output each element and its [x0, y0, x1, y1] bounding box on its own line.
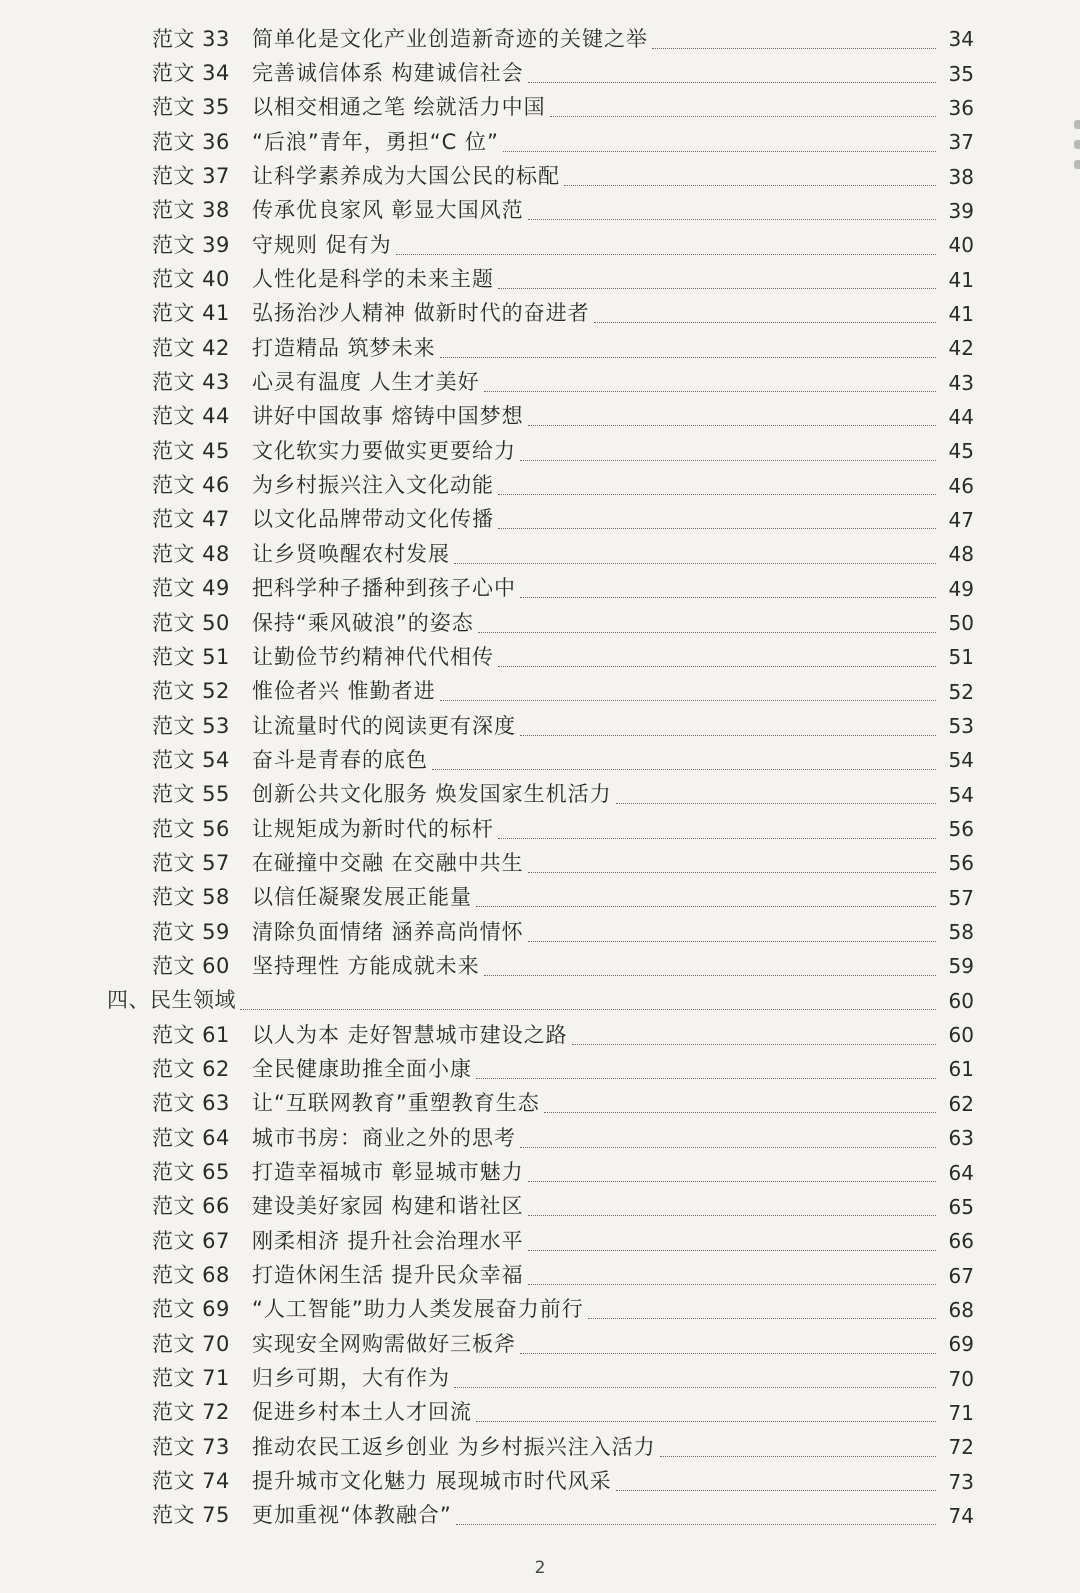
toc-entry[interactable] [0, 125, 1080, 159]
entry-title: 建设美好家园 构建和谐社区 [252, 1194, 524, 1219]
toc-entry[interactable] [0, 1430, 1080, 1464]
scroll-edge-mark [1074, 140, 1080, 149]
entry-page-number: 57 [948, 885, 974, 910]
toc-entry[interactable] [0, 1258, 1080, 1292]
table-of-contents [0, 22, 1080, 1533]
entry-page-number: 34 [948, 27, 974, 52]
entry-title: 打造休闲生活 提升民众幸福 [252, 1263, 524, 1288]
entry-title: 让勤俭节约精神代代相传 [252, 644, 494, 669]
entry-number: 范文 69 [152, 1297, 230, 1322]
entry-page-number: 64 [948, 1160, 974, 1185]
entry-title: 刚柔相济 提升社会治理水平 [252, 1228, 524, 1253]
entry-page-number: 48 [948, 542, 974, 567]
entry-page-number: 60 [948, 1023, 974, 1048]
entry-page-number: 72 [948, 1435, 974, 1460]
entry-page-number: 59 [948, 954, 974, 979]
entry-title: 让“互联网教育”重塑教育生态 [252, 1091, 540, 1116]
entry-page-number: 54 [948, 782, 974, 807]
toc-entry[interactable] [0, 1190, 1080, 1224]
dot-leader [660, 1456, 936, 1457]
toc-entry[interactable] [0, 1327, 1080, 1361]
entry-page-number: 37 [948, 130, 974, 155]
entry-title: 全民健康助推全面小康 [252, 1056, 472, 1081]
dot-leader [503, 151, 936, 152]
entry-number: 范文 38 [152, 198, 230, 223]
dot-leader [528, 872, 936, 873]
toc-entry[interactable] [0, 91, 1080, 125]
entry-number: 范文 55 [152, 782, 230, 807]
entry-page-number: 47 [948, 507, 974, 532]
entry-number: 范文 48 [152, 541, 230, 566]
entry-title: 创新公共文化服务 焕发国家生机活力 [252, 782, 612, 807]
dot-leader [432, 769, 936, 770]
toc-entry[interactable] [0, 846, 1080, 880]
dot-leader [616, 1490, 936, 1491]
entry-title: 把科学种子播种到孩子心中 [252, 576, 516, 601]
entry-number: 范文 42 [152, 335, 230, 360]
dot-leader [476, 1421, 936, 1422]
dot-leader [528, 941, 936, 942]
entry-title: 完善诚信体系 构建诚信社会 [252, 61, 524, 86]
entry-title: 简单化是文化产业创造新奇迹的关键之举 [252, 26, 648, 51]
entry-number: 范文 45 [152, 438, 230, 463]
dot-leader [572, 1044, 936, 1045]
toc-entry[interactable] [0, 468, 1080, 502]
entry-number: 范文 66 [152, 1194, 230, 1219]
toc-entry[interactable] [0, 949, 1080, 983]
entry-number: 范文 54 [152, 747, 230, 772]
entry-title: 打造幸福城市 彰显城市魅力 [252, 1160, 524, 1185]
entry-title: 推动农民工返乡创业 为乡村振兴注入活力 [252, 1434, 656, 1459]
entry-number: 范文 70 [152, 1331, 230, 1356]
dot-leader [498, 528, 936, 529]
toc-entry[interactable] [0, 640, 1080, 674]
toc-entry[interactable] [0, 675, 1080, 709]
entry-number: 范文 62 [152, 1056, 230, 1081]
entry-page-number: 56 [948, 851, 974, 876]
entry-title: 更加重视“体教融合” [252, 1503, 452, 1528]
section-title: 四、民生领域 [107, 988, 236, 1013]
entry-number: 范文 47 [152, 507, 230, 532]
entry-title: 文化软实力要做实更要给力 [252, 438, 516, 463]
toc-entry[interactable] [0, 1018, 1080, 1052]
entry-page-number: 54 [948, 748, 974, 773]
dot-leader [454, 1387, 936, 1388]
entry-number: 范文 40 [152, 267, 230, 292]
toc-entry[interactable] [0, 1052, 1080, 1086]
entry-page-number: 69 [948, 1332, 974, 1357]
entry-page-number: 56 [948, 817, 974, 842]
dot-leader [520, 1353, 936, 1354]
toc-entry[interactable] [0, 159, 1080, 193]
dot-leader [550, 116, 936, 117]
dot-leader [652, 48, 936, 49]
entry-page-number: 45 [948, 439, 974, 464]
dot-leader [616, 803, 936, 804]
entry-title: 以信任凝聚发展正能量 [252, 885, 472, 910]
entry-number: 范文 37 [152, 164, 230, 189]
dot-leader [454, 563, 936, 564]
entry-title: “人工智能”助力人类发展奋力前行 [252, 1297, 584, 1322]
dot-leader [520, 597, 936, 598]
entry-page-number: 52 [948, 679, 974, 704]
entry-page-number: 65 [948, 1194, 974, 1219]
dot-leader [484, 391, 936, 392]
entry-page-number: 60 [948, 988, 974, 1013]
dot-leader [528, 425, 936, 426]
entry-title: 传承优良家风 彰显大国风范 [252, 198, 524, 223]
entry-number: 范文 56 [152, 816, 230, 841]
entry-title: 弘扬治沙人精神 做新时代的奋进者 [252, 301, 590, 326]
entry-number: 范文 51 [152, 644, 230, 669]
toc-entry[interactable] [0, 1361, 1080, 1395]
entry-page-number: 40 [948, 233, 974, 258]
toc-entry[interactable] [0, 1293, 1080, 1327]
toc-entry[interactable] [0, 228, 1080, 262]
entry-title: 守规则 促有为 [252, 232, 392, 257]
toc-entry[interactable] [0, 606, 1080, 640]
entry-number: 范文 52 [152, 679, 230, 704]
toc-entry[interactable] [0, 1499, 1080, 1533]
entry-page-number: 50 [948, 611, 974, 636]
entry-title: 城市书房：商业之外的思考 [252, 1125, 516, 1150]
entry-title: 以相交相通之笔 绘就活力中国 [252, 95, 546, 120]
dot-leader [528, 1181, 936, 1182]
toc-entry[interactable] [0, 812, 1080, 846]
entry-page-number: 44 [948, 404, 974, 429]
entry-title: 打造精品 筑梦未来 [252, 335, 436, 360]
toc-section-heading[interactable] [0, 984, 1080, 1018]
entry-page-number: 51 [948, 645, 974, 670]
toc-entry[interactable] [0, 537, 1080, 571]
entry-page-number: 49 [948, 576, 974, 601]
entry-title: 心灵有温度 人生才美好 [252, 370, 480, 395]
entry-page-number: 67 [948, 1263, 974, 1288]
entry-page-number: 43 [948, 370, 974, 395]
entry-title: 在碰撞中交融 在交融中共生 [252, 850, 524, 875]
entry-number: 范文 43 [152, 370, 230, 395]
entry-title: 以文化品牌带动文化传播 [252, 507, 494, 532]
entry-title: 保持“乘风破浪”的姿态 [252, 610, 474, 635]
entry-page-number: 36 [948, 95, 974, 120]
dot-leader [456, 1524, 936, 1525]
toc-entry[interactable] [0, 503, 1080, 537]
entry-page-number: 46 [948, 473, 974, 498]
entry-title: 实现安全网购需做好三板斧 [252, 1331, 516, 1356]
entry-number: 范文 36 [152, 129, 230, 154]
dot-leader [476, 906, 936, 907]
dot-leader [544, 1112, 936, 1113]
toc-entry[interactable] [0, 365, 1080, 399]
entry-number: 范文 50 [152, 610, 230, 635]
entry-number: 范文 57 [152, 850, 230, 875]
entry-title: 让乡贤唤醒农村发展 [252, 541, 450, 566]
entry-number: 范文 71 [152, 1366, 230, 1391]
entry-number: 范文 58 [152, 885, 230, 910]
dot-leader [594, 322, 936, 323]
dot-leader [484, 975, 936, 976]
toc-entry[interactable] [0, 22, 1080, 56]
toc-entry[interactable] [0, 434, 1080, 468]
toc-entry[interactable] [0, 915, 1080, 949]
entry-page-number: 63 [948, 1126, 974, 1151]
dot-leader [564, 185, 936, 186]
toc-entry[interactable] [0, 297, 1080, 331]
toc-entry[interactable] [0, 743, 1080, 777]
entry-number: 范文 44 [152, 404, 230, 429]
entry-number: 范文 39 [152, 232, 230, 257]
entry-title: 归乡可期，大有作为 [252, 1366, 450, 1391]
page-number: 2 [534, 1558, 546, 1578]
entry-number: 范文 33 [152, 26, 230, 51]
dot-leader [240, 1009, 936, 1010]
toc-entry[interactable] [0, 1396, 1080, 1430]
entry-title: 让流量时代的阅读更有深度 [252, 713, 516, 738]
entry-page-number: 41 [948, 267, 974, 292]
entry-page-number: 74 [948, 1503, 974, 1528]
entry-page-number: 38 [948, 164, 974, 189]
entry-title: 讲好中国故事 熔铸中国梦想 [252, 404, 524, 429]
toc-entry[interactable] [0, 1155, 1080, 1189]
toc-entry[interactable] [0, 262, 1080, 296]
toc-entry[interactable] [0, 709, 1080, 743]
dot-leader [528, 1215, 936, 1216]
entry-page-number: 41 [948, 301, 974, 326]
entry-page-number: 62 [948, 1091, 974, 1116]
entry-title: 促进乡村本土人才回流 [252, 1400, 472, 1425]
toc-entry[interactable] [0, 881, 1080, 915]
toc-entry[interactable] [0, 400, 1080, 434]
entry-title: 提升城市文化魅力 展现城市时代风采 [252, 1469, 612, 1494]
entry-number: 范文 49 [152, 576, 230, 601]
entry-page-number: 61 [948, 1057, 974, 1082]
entry-number: 范文 73 [152, 1434, 230, 1459]
dot-leader [440, 700, 936, 701]
toc-entry[interactable] [0, 56, 1080, 90]
entry-number: 范文 60 [152, 953, 230, 978]
entry-number: 范文 64 [152, 1125, 230, 1150]
entry-title: 坚持理性 方能成就未来 [252, 953, 480, 978]
entry-title: “后浪”青年，勇担“C 位” [252, 129, 499, 154]
entry-number: 范文 61 [152, 1022, 230, 1047]
dot-leader [478, 632, 936, 633]
entry-number: 范文 72 [152, 1400, 230, 1425]
toc-entry[interactable] [0, 1087, 1080, 1121]
toc-entry[interactable] [0, 1121, 1080, 1155]
entry-page-number: 66 [948, 1229, 974, 1254]
entry-page-number: 39 [948, 198, 974, 223]
entry-number: 范文 53 [152, 713, 230, 738]
entry-page-number: 70 [948, 1366, 974, 1391]
dot-leader [396, 254, 936, 255]
entry-number: 范文 65 [152, 1160, 230, 1185]
dot-leader [498, 494, 936, 495]
entry-number: 范文 41 [152, 301, 230, 326]
dot-leader [440, 357, 936, 358]
dot-leader [498, 838, 936, 839]
entry-number: 范文 46 [152, 473, 230, 498]
entry-page-number: 42 [948, 336, 974, 361]
entry-title: 为乡村振兴注入文化动能 [252, 473, 494, 498]
entry-number: 范文 67 [152, 1228, 230, 1253]
entry-title: 让规矩成为新时代的标杆 [252, 816, 494, 841]
dot-leader [528, 1284, 936, 1285]
entry-page-number: 68 [948, 1297, 974, 1322]
entry-page-number: 53 [948, 714, 974, 739]
entry-number: 范文 35 [152, 95, 230, 120]
entry-page-number: 71 [948, 1400, 974, 1425]
dot-leader [476, 1078, 936, 1079]
dot-leader [520, 1147, 936, 1148]
entry-title: 奋斗是青春的底色 [252, 747, 428, 772]
entry-title: 清除负面情绪 涵养高尚情怀 [252, 919, 524, 944]
dot-leader [528, 219, 936, 220]
entry-number: 范文 74 [152, 1469, 230, 1494]
entry-title: 惟俭者兴 惟勤者进 [252, 679, 436, 704]
entry-page-number: 58 [948, 920, 974, 945]
toc-entry[interactable] [0, 1224, 1080, 1258]
toc-entry[interactable] [0, 1464, 1080, 1498]
entry-title: 人性化是科学的未来主题 [252, 267, 494, 292]
entry-number: 范文 63 [152, 1091, 230, 1116]
dot-leader [498, 666, 936, 667]
toc-entry[interactable] [0, 331, 1080, 365]
dot-leader [528, 1250, 936, 1251]
dot-leader [520, 735, 936, 736]
toc-entry[interactable] [0, 194, 1080, 228]
entry-number: 范文 34 [152, 61, 230, 86]
toc-entry[interactable] [0, 778, 1080, 812]
scroll-edge-mark [1074, 120, 1080, 129]
toc-entry[interactable] [0, 572, 1080, 606]
entry-number: 范文 59 [152, 919, 230, 944]
dot-leader [498, 288, 936, 289]
dot-leader [588, 1318, 936, 1319]
entry-number: 范文 68 [152, 1263, 230, 1288]
dot-leader [520, 460, 936, 461]
entry-title: 以人为本 走好智慧城市建设之路 [252, 1022, 568, 1047]
entry-title: 让科学素养成为大国公民的标配 [252, 164, 560, 189]
entry-page-number: 73 [948, 1469, 974, 1494]
dot-leader [528, 82, 936, 83]
entry-number: 范文 75 [152, 1503, 230, 1528]
scroll-edge-mark [1074, 160, 1080, 169]
entry-page-number: 35 [948, 61, 974, 86]
